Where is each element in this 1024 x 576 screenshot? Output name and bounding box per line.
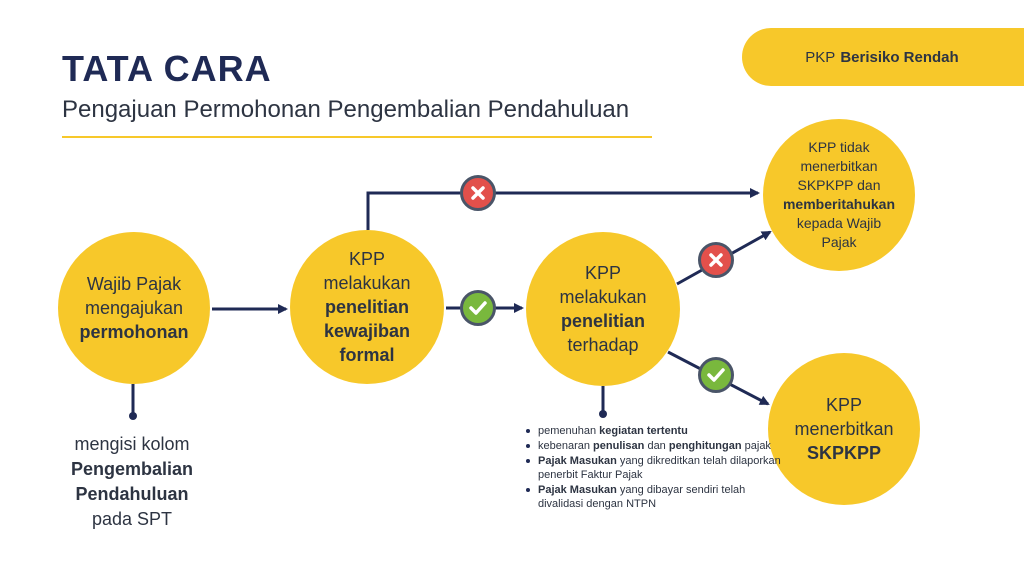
list-item: Pajak Masukan yang dibayar sendiri telah divalidasi dengan NTPN [524, 483, 784, 511]
note-text: Pengembalian [70, 459, 194, 479]
step-text: KPP tidak [808, 139, 870, 155]
check-icon [469, 300, 487, 316]
list-item: pemenuhan kegiatan tertentu [524, 424, 784, 438]
step-kpp-formal [290, 230, 444, 384]
outcome-kpp-menerbitkan [768, 353, 920, 505]
tag-prefix: PKP [805, 48, 836, 66]
step-text: kewajiban [323, 321, 411, 341]
step-text: KPP [584, 263, 622, 283]
page-title: TATA CARA [62, 48, 272, 89]
step-text: menerbitkan [794, 419, 894, 439]
step-text: memberitahukan [782, 196, 896, 212]
step-text: KPP [348, 249, 386, 269]
arrow-formal-to-reject [368, 193, 758, 230]
page-subtitle: Pengajuan Permohonan Pengembalian Pendahuluan [62, 96, 630, 123]
step-text: terhadap [567, 335, 639, 355]
step-text: penelitian [560, 311, 645, 331]
cross-icon [708, 252, 724, 268]
step-text: melakukan [323, 273, 411, 293]
note-spt [52, 432, 212, 532]
step-text: formal [339, 345, 395, 365]
step-text: Pajak [821, 234, 857, 250]
outcome-kpp-tidak-menerbitkan [763, 119, 915, 271]
tag-emphasis: Berisiko Rendah [840, 48, 959, 66]
list-item: kebenaran penulisan dan penghitungan pajak [524, 439, 784, 453]
step-text: Wajib Pajak [86, 274, 182, 294]
check-icon [707, 367, 725, 383]
step-text: permohonan [79, 322, 189, 342]
step-wajib-pajak [58, 232, 210, 384]
step-text: mengajukan [84, 298, 184, 318]
stem-dot-penelitian [599, 410, 607, 418]
step-kpp-penelitian [526, 232, 680, 386]
step-text: kepada Wajib [796, 215, 882, 231]
stem-dot-wajib-pajak [129, 412, 137, 420]
list-item: Pajak Masukan yang dikreditkan telah dilaporkan penerbit Faktur Pajak [524, 454, 784, 482]
step-text: penelitian [324, 297, 409, 317]
note-text: Pendahuluan [75, 484, 189, 504]
step-text: melakukan [559, 287, 647, 307]
approve-badge-formal [460, 290, 496, 326]
penelitian-checklist [524, 424, 784, 512]
note-text: pada SPT [91, 509, 173, 529]
approve-badge-penelitian [698, 357, 734, 393]
note-text: mengisi kolom [74, 434, 190, 454]
step-text: KPP [825, 395, 863, 415]
reject-badge-formal [460, 175, 496, 211]
step-text: SKPKPP [806, 443, 882, 463]
cross-icon [470, 185, 486, 201]
reject-badge-penelitian [698, 242, 734, 278]
step-text: menerbitkan [800, 158, 878, 174]
step-text: SKPKPP dan [797, 177, 881, 193]
